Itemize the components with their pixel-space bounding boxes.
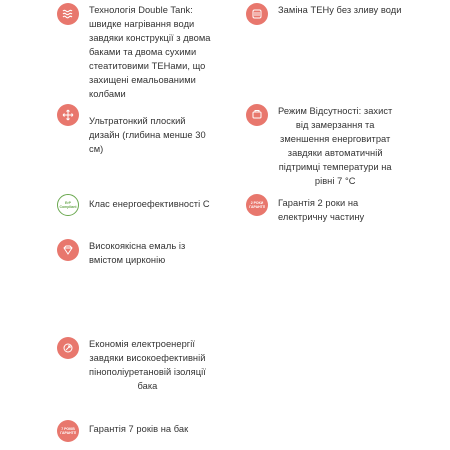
- feature-text: Високоякісна емаль із вмістом цирконію: [89, 241, 186, 265]
- feature-text: Ультратонкий плоский дизайн (глибина менше 30 см): [89, 116, 206, 154]
- feature-text: Заміна ТЕНу без зливу води: [278, 5, 402, 15]
- warranty-badge-icon: [246, 194, 268, 216]
- feature-warranty-tank: [57, 420, 188, 442]
- arrows-size-icon: [57, 104, 79, 126]
- insulation-icon: [57, 337, 79, 359]
- badge-years: 2 РОКИ: [250, 201, 264, 205]
- feature-text: Гарантія 7 років на бак: [89, 424, 189, 434]
- energy-class-icon: [57, 194, 79, 216]
- diamond-icon: [57, 239, 79, 261]
- feature-heater-replace: [246, 3, 401, 25]
- feature-double-tank: [57, 3, 210, 101]
- feature-enamel: [57, 239, 185, 267]
- feature-text: Режим Відсутності: захист від замерзання та зменшення енерговитрат завдяки автоматичній підтримці температури на рівні 7 °С: [278, 106, 393, 186]
- feature-energy-class: [57, 194, 210, 216]
- badge-warranty: ГАРАНТІЇ: [249, 205, 265, 209]
- feature-text: Технологія Double Tank: швидке нагрівання води завдяки конструкції з двома баками та двома сухими стеатитовими ТЕНами, що захищені емальованими колбами: [89, 5, 211, 99]
- feature-text: Клас енергоефективності С: [89, 199, 210, 209]
- erp-label: ErP: [64, 201, 72, 205]
- waves-icon: [57, 3, 79, 25]
- feature-away-mode: [246, 104, 392, 188]
- badge-warranty: ГАРАНТІЇ: [60, 431, 76, 435]
- warranty-badge-icon: [57, 420, 79, 442]
- feature-warranty-electric: [246, 194, 364, 224]
- away-mode-icon: [246, 104, 268, 126]
- feature-text: Гарантія 2 роки на електричну частину: [278, 198, 365, 222]
- feature-slim-design: [57, 104, 206, 156]
- heating-element-icon: [246, 3, 268, 25]
- badge-years: 7 РОКІВ: [61, 427, 75, 431]
- feature-insulation: [57, 337, 206, 393]
- erp-sublabel: Compliant: [59, 205, 77, 209]
- feature-text: Економія електроенергії завдяки високоефективній пінополіуретановій ізоляції бака: [89, 339, 206, 391]
